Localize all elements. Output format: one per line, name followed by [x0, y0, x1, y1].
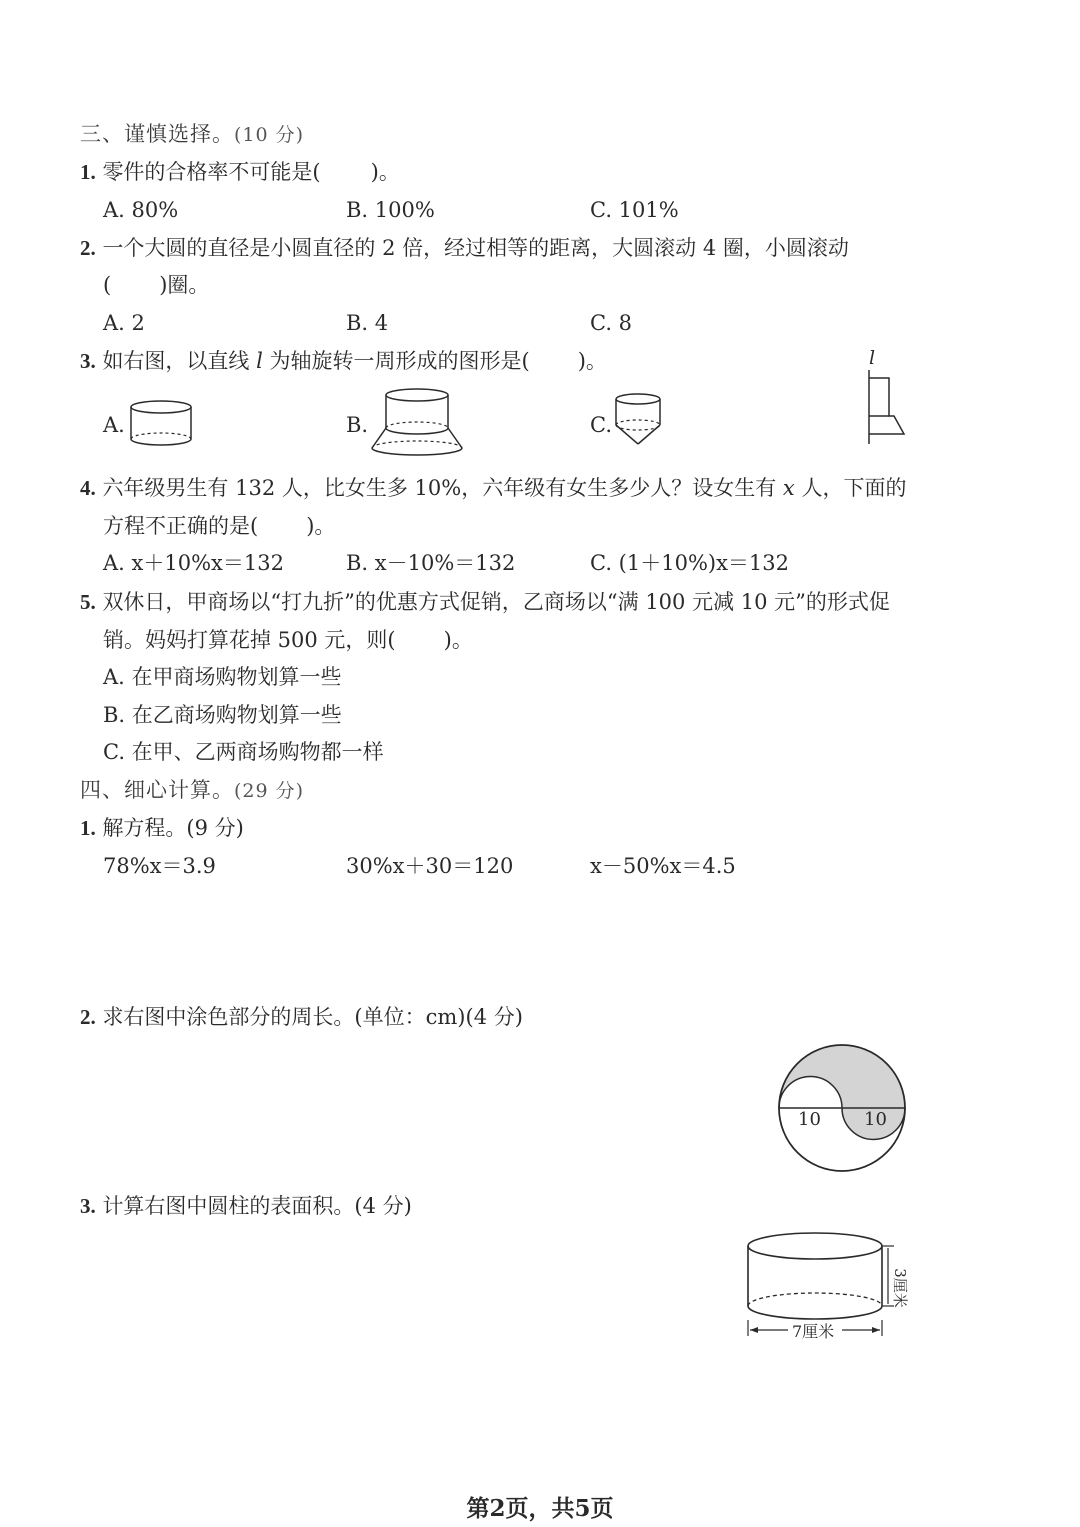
section-4-points: (29 分): [234, 780, 305, 802]
page-footer: 第2页，共5页: [466, 1495, 614, 1522]
question-1: [80, 158, 400, 186]
shaded-circle-figure: [772, 1040, 912, 1176]
question-2-paren-open: (: [103, 273, 112, 297]
question-2-option-a: A. 2: [103, 311, 145, 335]
question-4-option-b: B. x－10%＝132: [346, 551, 516, 575]
question-4-line2-text: 方程不正确的是(: [103, 514, 259, 538]
question-1-text: 零件的合格率不可能是(: [102, 160, 321, 184]
calc-3: [80, 1192, 412, 1220]
question-2-text: 一个大圆的直径是小圆直径的 2 倍，经过相等的距离，大圆滚动 4 圈，小圆滚动: [102, 236, 849, 260]
option-c-cylinder-cone-figure: [612, 392, 664, 448]
question-3-paren-close: )。: [577, 349, 607, 373]
question-4-number: 4.: [80, 476, 96, 500]
axis-label: l: [869, 347, 876, 369]
question-5-line2: [103, 626, 473, 654]
question-2: [80, 234, 849, 262]
question-5-line2-text: 销。妈妈打算花掉 500 元，则(: [103, 628, 396, 652]
calc-2: [80, 1003, 523, 1031]
equation-2: 30%x＋30＝120: [346, 854, 514, 878]
question-4-text: 六年级男生有 132 人，比女生多 10%，六年级有女生多少人？设女生有: [102, 476, 777, 500]
question-2-option-c: C. 8: [590, 311, 633, 335]
option-b-cylinder-frustum-figure: [368, 386, 466, 458]
question-2-number: 2.: [80, 236, 96, 260]
question-5-option-b: B. 在乙商场购物划算一些: [103, 703, 342, 727]
question-1-paren-close: )。: [370, 160, 400, 184]
section-4-title: 四、细心计算。: [80, 778, 234, 802]
question-4-paren-close: )。: [306, 514, 336, 538]
question-3-option-c: C.: [590, 413, 612, 437]
question-5-text: 双休日，甲商场以“打九折”的优惠方式促销，乙商场以“满 100 元减 10 元”的形式促: [102, 590, 890, 614]
section-4-heading: [80, 776, 304, 805]
rotation-axis-figure: [858, 348, 914, 448]
question-3: [80, 347, 607, 375]
calc-1-number: 1.: [80, 816, 96, 840]
calc-2-text: 求右图中涂色部分的周长。(单位：cm)(4 分): [102, 1005, 523, 1029]
cylinder-height-label: 3厘米: [890, 1268, 909, 1308]
calc-1-text: 解方程。(9 分): [102, 816, 244, 840]
question-1-option-a: A. 80%: [103, 198, 179, 222]
question-1-number: 1.: [80, 160, 96, 184]
question-3-text-a: 如右图，以直线: [102, 349, 250, 373]
question-4-var: x: [782, 476, 795, 500]
question-3-text-b: 为轴旋转一周形成的图形是(: [269, 349, 530, 373]
question-3-var: l: [256, 349, 263, 373]
question-5: [80, 588, 890, 616]
question-4-option-c: C. (1＋10%)x＝132: [590, 551, 790, 575]
question-1-option-b: B. 100%: [346, 198, 435, 222]
section-3-points: (10 分): [234, 124, 305, 146]
calc-3-number: 3.: [80, 1194, 96, 1218]
question-5-paren-close: )。: [443, 628, 473, 652]
question-4: [80, 474, 906, 502]
question-2-line2: [103, 271, 209, 299]
question-1-option-c: C. 101%: [590, 198, 679, 222]
equation-3: x－50%x＝4.5: [590, 854, 736, 878]
calc-3-text: 计算右图中圆柱的表面积。(4 分): [102, 1194, 412, 1218]
section-3-heading: [80, 120, 304, 149]
question-5-number: 5.: [80, 590, 96, 614]
question-5-option-a: A. 在甲商场购物划算一些: [103, 665, 342, 689]
question-4-line2: [103, 512, 335, 540]
question-3-number: 3.: [80, 349, 96, 373]
question-2-option-b: B. 4: [346, 311, 389, 335]
question-3-option-a: A.: [103, 413, 125, 437]
calc-2-number: 2.: [80, 1005, 96, 1029]
question-3-option-b: B.: [346, 413, 369, 437]
equation-1: 78%x＝3.9: [103, 854, 216, 878]
section-3-title: 三、谨慎选择。: [80, 122, 234, 146]
shaded-figure-label-left: 10: [798, 1109, 821, 1130]
question-4-option-a: A. x＋10%x＝132: [103, 551, 284, 575]
question-5-option-c: C. 在甲、乙两商场购物都一样: [103, 740, 384, 764]
cylinder-width-label: 7厘米: [792, 1322, 835, 1341]
question-2-paren-close: )圈。: [159, 273, 210, 297]
option-a-cylinder-figure: [128, 398, 196, 450]
question-4-text-b: 人，下面的: [801, 476, 907, 500]
shaded-figure-label-right: 10: [864, 1109, 887, 1130]
calc-1: [80, 814, 244, 842]
